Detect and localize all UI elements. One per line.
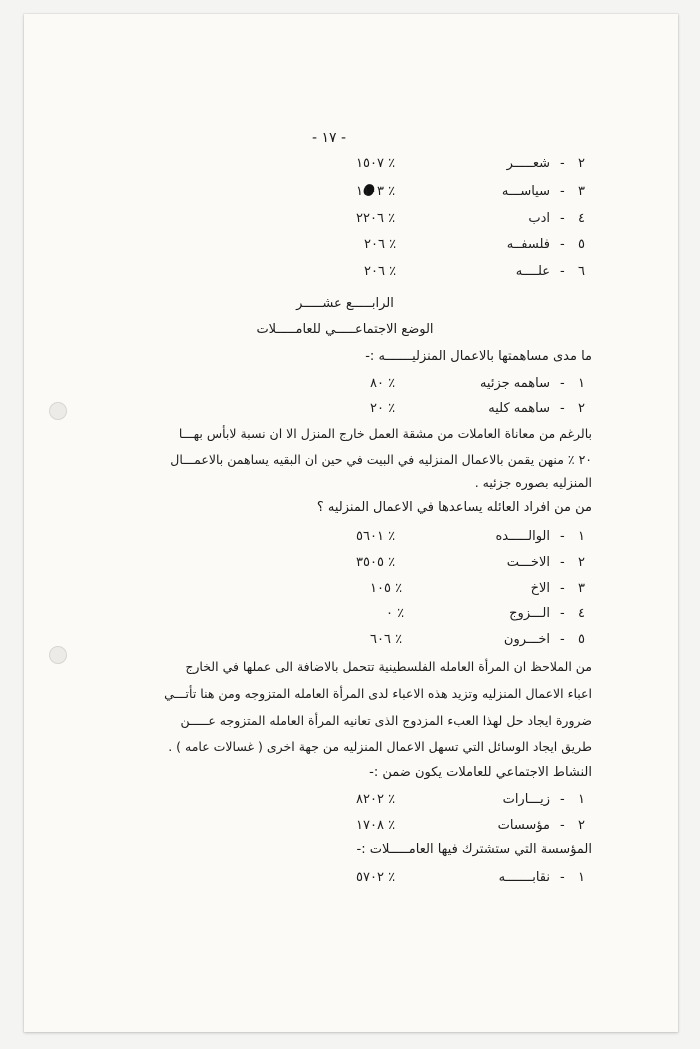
dash: - [560, 632, 565, 647]
percent-value: ٢٠٦ ٪ [364, 264, 397, 279]
punch-hole [49, 646, 67, 664]
row-number: ١ [578, 792, 585, 807]
row-number: ٤ [578, 606, 585, 621]
row-number: ٣ [578, 581, 585, 596]
table-label: الـــزوج [509, 606, 550, 621]
paragraph-line: ضرورة ايجاد حل لهذا العبء المزدوج الذى تعانيه المرأة العامله المتزوجه عـــــن [180, 713, 592, 728]
percent-value: ٢٠ ٪ [370, 401, 396, 416]
dash: - [560, 211, 565, 226]
row-number: ٢ [578, 818, 585, 833]
table-label: ساهمه جزئيه [479, 376, 550, 391]
row-number: ١ [578, 870, 585, 885]
question-3: النشاط الاجتماعي للعاملات يكون ضمن :- [369, 765, 592, 780]
row-number: ٢ [578, 555, 585, 570]
dash: - [560, 792, 565, 807]
percent-value: ٢٠٦ ٪ [364, 237, 397, 252]
dash: - [560, 870, 565, 885]
question-1: ما مدى مساهمتها بالاعمال المنزليـــــــه :- [365, 349, 592, 364]
paragraph-line: اعباء الاعمال المنزليه وتزيد هذه الاعباء لدى المرأة العامله المتزوجه ومن هنا تأتـــي [164, 686, 592, 701]
question-2: من من افراد العائله يساعدها في الاعمال المنزليه ؟ [316, 500, 592, 515]
dash: - [560, 401, 565, 416]
percent-value: ٠ ٪ [386, 606, 405, 621]
table-label: ادب [528, 211, 550, 226]
table-label: نقابـــــــه [498, 870, 550, 885]
table-label: شعـــــر [506, 156, 550, 171]
row-number: ٥ [578, 632, 585, 647]
table-label: مؤسسات [497, 818, 550, 833]
paragraph-line: طريق ايجاد الوسائل التي تسهل الاعمال المنزليه من جهة اخرى ( غسالات عامه ) . [168, 739, 592, 754]
percent-value: ١٠٥ ٪ [370, 581, 403, 596]
dash: - [560, 529, 565, 544]
row-number: ٢ [578, 156, 585, 171]
row-number: ١ [578, 529, 585, 544]
dash: - [560, 818, 565, 833]
percent-value: ١١٠٣ ٪ [356, 184, 396, 199]
dash: - [560, 581, 565, 596]
question-4: المؤسسة التي ستشترك فيها العامـــــلات :- [356, 842, 592, 857]
section-heading: الرابـــــع عشـــــر [296, 296, 394, 311]
dash: - [560, 264, 565, 279]
percent-value: ٦٠٦ ٪ [370, 632, 403, 647]
table-label: الوالـــــده [495, 529, 550, 544]
punch-hole [49, 402, 67, 420]
percent-value: ٨٠ ٪ [370, 376, 396, 391]
paragraph-line: بالرغم من معاناة العاملات من مشقة العمل خارج المنزل الا ان نسبة لابأس بهـــا [178, 426, 592, 441]
table-label: سياســـه [501, 184, 550, 199]
table-label: ساهمه كليه [488, 401, 550, 416]
table-label: فلسفــه [506, 237, 550, 252]
percent-value: ١٥٠٧ ٪ [356, 156, 396, 171]
dash: - [560, 606, 565, 621]
table-label: اخـــرون [503, 632, 550, 647]
row-number: ٢ [578, 401, 585, 416]
percent-value: ٢٢٠٦ ٪ [356, 211, 396, 226]
table-label: علــــه [515, 264, 550, 279]
table-label: زيـــارات [502, 792, 550, 807]
table-label: الاخـــت [506, 555, 550, 570]
paragraph-line: المنزليه بصوره جزئيه . [474, 475, 592, 490]
percent-value: ١٧٠٨ ٪ [356, 818, 396, 833]
dash: - [560, 184, 565, 199]
row-number: ٥ [578, 237, 585, 252]
dash: - [560, 555, 565, 570]
dash: - [560, 237, 565, 252]
row-number: ٦ [578, 264, 585, 279]
row-number: ٣ [578, 184, 585, 199]
percent-value: ٥٧٠٢ ٪ [356, 870, 396, 885]
page-number: - ١٧ - [312, 130, 347, 146]
section-subheading: الوضع الاجتماعـــــي للعامـــــلات [256, 322, 434, 337]
percent-value: ٥٦٠١ ٪ [356, 529, 396, 544]
table-label: الاخ [530, 581, 550, 596]
paragraph-line: ٢٠ ٪ منهن يقمن بالاعمال المنزليه في البيت في حين ان البقيه يساهمن بالاعمـــال [170, 452, 592, 467]
dash: - [560, 376, 565, 391]
row-number: ١ [578, 376, 585, 391]
dash: - [560, 156, 565, 171]
row-number: ٤ [578, 211, 585, 226]
paragraph-line: من الملاحظ ان المرأة العامله الفلسطينية تتحمل بالاضافة الى عملها في الخارج [185, 659, 592, 674]
percent-value: ٣٥٠٥ ٪ [356, 555, 396, 570]
percent-value: ٨٢٠٢ ٪ [356, 792, 396, 807]
